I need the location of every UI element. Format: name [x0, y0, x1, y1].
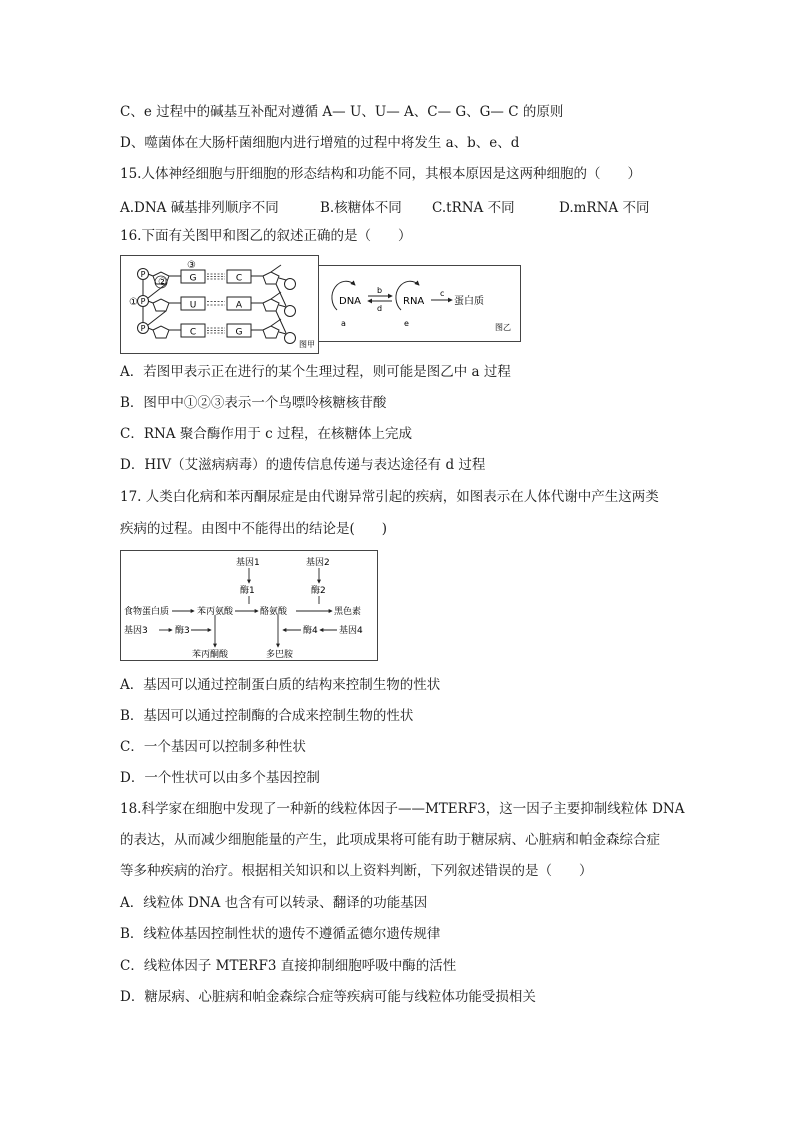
- option-c: C.tRNA 不同: [432, 200, 515, 216]
- option-d: D.mRNA 不同: [559, 200, 650, 216]
- question-18-option-b: B．线粒体基因控制性状的遗传不遵循孟德尔遗传规律: [120, 926, 441, 942]
- question-16: 16.下面有关图甲和图乙的叙述正确的是（ ）: [120, 228, 412, 244]
- label-d: d: [377, 304, 383, 313]
- phosphate-label: P: [140, 297, 146, 306]
- enzyme-3: 酶3: [175, 626, 190, 636]
- enzyme-2: 酶2: [311, 586, 326, 596]
- option-c-line: C、e 过程中的碱基互补配对遵循 A— U、U— A、C— G、G— C 的原则: [120, 104, 564, 120]
- question-17-option-c: C．一个基因可以控制多种性状: [120, 739, 306, 755]
- label-e: e: [404, 319, 409, 328]
- option-a: A.DNA 碱基排列顺序不同: [120, 200, 279, 216]
- base-left-3: C: [189, 327, 197, 338]
- base-left-2: U: [189, 300, 197, 311]
- gene-1: 基因1: [236, 558, 260, 568]
- base-left-1: G: [189, 273, 197, 284]
- question-15-options: [120, 196, 649, 216]
- option-b: B.核糖体不同: [320, 200, 402, 216]
- question-18-option-c: C．线粒体因子 MTERF3 直接抑制细胞呼吸中酶的活性: [120, 958, 457, 974]
- base-right-1: C: [235, 273, 243, 284]
- food-protein: 食物蛋白质: [124, 607, 170, 617]
- figure-jia: [120, 255, 319, 354]
- gene-3: 基因3: [124, 626, 148, 636]
- dna-label: DNA: [339, 296, 362, 307]
- question-18-option-d: D．糖尿病、心脏病和帕金森综合症等疾病可能与线粒体功能受损相关: [120, 989, 536, 1005]
- label-b: b: [377, 286, 383, 295]
- question-17-option-a: A．基因可以通过控制蛋白质的结构来控制生物的性状: [120, 677, 441, 693]
- question-17-line-2: 疾病的过程。由图中不能得出的结论是( ): [120, 521, 388, 537]
- question-16-option-b: B．图甲中①②③表示一个鸟嘌呤核糖核苷酸: [120, 395, 387, 411]
- label-3: ③: [187, 260, 196, 271]
- question-17-option-b: B．基因可以通过控制酶的合成来控制生物的性状: [120, 708, 414, 724]
- label-a: a: [341, 319, 346, 328]
- tyrosine: 酪氨酸: [260, 607, 288, 617]
- question-15: 15.人体神经细胞与肝细胞的形态结构和功能不同，其根本原因是这两种细胞的（ ）: [120, 166, 641, 182]
- melanin: 黑色素: [334, 607, 362, 617]
- question-17-line-1: 17. 人类白化病和苯丙酮尿症是由代谢异常引起的疾病，如图表示在人体代谢中产生这两类: [120, 489, 659, 505]
- label-c: c: [440, 289, 445, 298]
- question-16-option-c: C．RNA 聚合酶作用于 c 过程，在核糖体上完成: [120, 426, 412, 442]
- base-right-2: A: [235, 300, 243, 311]
- figure-metabolism: [120, 550, 378, 661]
- enzyme-4: 酶4: [303, 626, 318, 636]
- gene-4: 基因4: [339, 626, 363, 636]
- figure-jia-caption: 图甲: [299, 340, 315, 349]
- enzyme-1: 酶1: [240, 586, 255, 596]
- question-16-option-d: D．HIV（艾滋病病毒）的遗传信息传递与表达途径有 d 过程: [120, 457, 486, 473]
- label-2: ②: [158, 277, 167, 288]
- dopamine: 多巴胺: [266, 650, 294, 660]
- question-16-option-a: A．若图甲表示正在进行的某个生理过程，则可能是图乙中 a 过程: [120, 364, 511, 380]
- phosphate-label: P: [140, 270, 146, 279]
- question-18-line-1: 18.科学家在细胞中发现了一种新的线粒体因子——MTERF3，这一因子主要抑制线粒体 DNA: [120, 801, 685, 817]
- rna-label: RNA: [403, 296, 425, 307]
- question-18-option-a: A．线粒体 DNA 也含有可以转录、翻译的功能基因: [120, 895, 428, 911]
- figure-yi: [318, 265, 521, 342]
- question-18-line-2: 的表达，从而减少细胞能量的产生，此项成果将可能有助于糖尿病、心脏病和帕金森综合症: [120, 832, 660, 848]
- figure-yi-caption: 图乙: [495, 323, 511, 332]
- label-1: ①: [129, 297, 138, 308]
- phenylpyruvic-acid: 苯丙酮酸: [192, 650, 229, 660]
- base-right-3: G: [235, 327, 243, 338]
- gene-2: 基因2: [306, 558, 330, 568]
- question-18-line-3: 等多种疾病的治疗。根据相关知识和以上资料判断，下列叙述错误的是（ ）: [120, 863, 593, 879]
- phenylalanine: 苯丙氨酸: [197, 607, 234, 617]
- option-d-line: D、噬菌体在大肠杆菌细胞内进行增殖的过程中将发生 a、b、e、d: [120, 135, 520, 151]
- question-17-option-d: D．一个性状可以由多个基因控制: [120, 770, 320, 786]
- protein-label: 蛋白质: [454, 296, 484, 307]
- phosphate-label: P: [140, 324, 146, 333]
